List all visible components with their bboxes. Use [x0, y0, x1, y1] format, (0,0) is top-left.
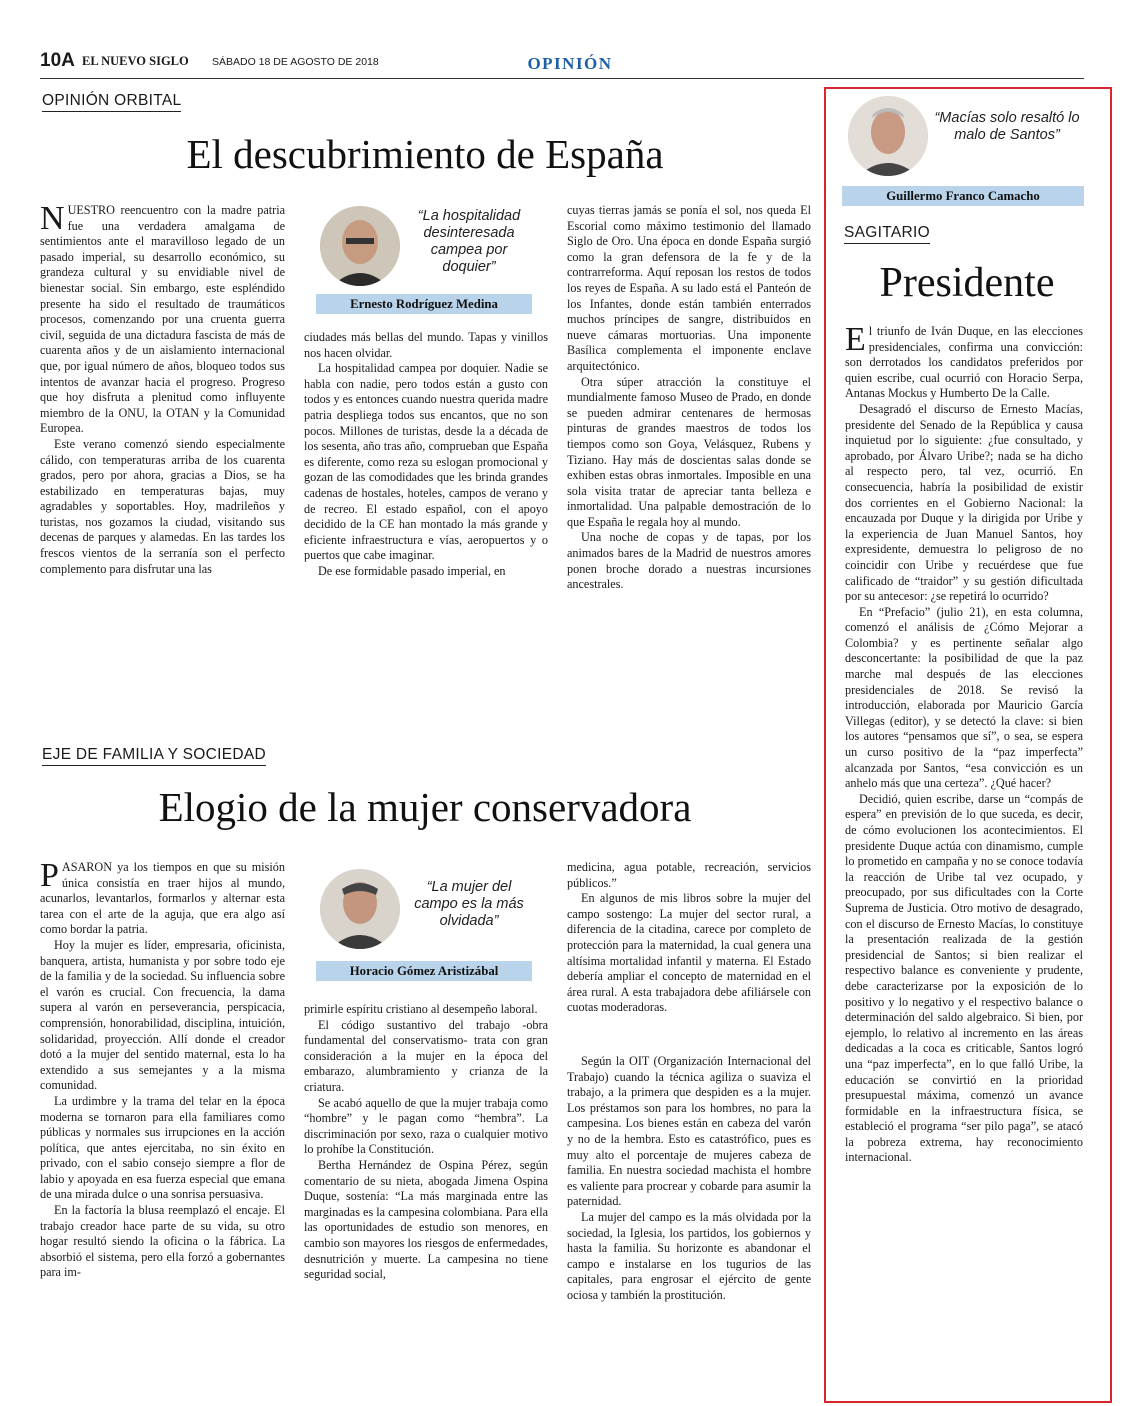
author-box	[842, 94, 1084, 208]
article1-column-2: ciudades más bellas del mundo. Tapas y vinillos nos hacen olvidar. La hospitalidad campea por doquier. Nadie se habla con nadie, pero todos están a gusto con todos y es entonces cuando nuestra querida madre patria despliega todos sus encantos, que no son pocos. Millones de turistas, desde la a década de los sesenta, año tras año, comprueban que España es diferente, como reza su eslogan promocional y gozan de las comodidades que les brinda grandes cadenas de hostales, hoteles, campos de verano y de recreo. El estado español, con el apoyo decidido de la CE han montado la más grande y eficiente infraestructura e vías, aeropuertos y o puertos que cabe imaginar. De ese formidable pasado imperial, en	[304, 330, 549, 578]
drop-cap: N	[40, 200, 65, 237]
drop-cap: P	[40, 857, 59, 894]
issue-date: SÁBADO 18 DE AGOSTO DE 2018	[212, 56, 379, 68]
page-header	[40, 50, 1084, 79]
article2-column-3b: Según la OIT (Organización Internacional del Trabajo) cuando la técnica agiliza o suaviza el trabajo, a la primera que despiden es a la mujer. Los préstamos son para los hombres, no para la campesina. Los bienes están en cabeza del varón y no de la hembra. Esto es catastrófico, pues es muy alto el porcentaje de mujeres cabeza de familia. En nuestra sociedad machista el hombre es valiente para procrear y cobarde para asumir la paternidad. La mujer del campo es la más olvidada por la sociedad, la Iglesia, los partidos, los gobiernos y hasta la familia. Su horizonte es abandonar el campo e instalarse en los tugurios de las capitales, para engrosar el ejército de gente ociosa y también la prostitución.	[567, 1054, 811, 1302]
article1-title: El descubrimiento de España	[186, 131, 664, 177]
author-name: Horacio Gómez Aristizábal	[316, 961, 532, 981]
article1-column-3: cuyas tierras jamás se ponía el sol, nos queda El Escorial como máximo testimonio del llamado Siglo de Oro. Una época en donde España surgió como la gran defensora de la fe y de la contrarreforma. Aquí reposan los restos de todos los reyes de España. A su lado está el Panteón de los Infantes, donde están también enterrados muchos príncipes de sangre, distribuidos en nueve cámaras mortuorias. Una imponente Basílica complementa el imponente enclave arquitectónico. Otra súper atracción la constituye el mundialmente famoso Museo de Prado, en donde se pueden admirar centenares de hermosas pinturas de grandes maestros de todos los tiempos como son Goya, Velásquez, Rubens y Tiziano. Hay más de doscientas salas donde se exhiben estas obras inmortales. Imposible en una sola visita tratar de apreciar tanta belleza e inmortalidad. Una palpable demostración de lo que España le regala hoy al mundo. Una noche de copas y de tapas, por los animados bares de la Madrid de nuestros amores ponen broche dorado a nuestras incursiones ancestrales.	[567, 203, 811, 592]
author-photo	[848, 96, 928, 176]
article1-column-1: NUESTRO reencuentro con la madre patria fue una verdadera amalgama de sentimientos ante el maravilloso legado de un pasado imperial, su desarrollo económico, su grandeza cultural y su envidiable nivel de bienestar social. Sin embargo, este espléndido presente ha sido el resultado de traumáticos procesos, comenzando por una cruenta guerra civil, seguida de una dictadura fascista de más de cuarenta años y de un aislamiento internacional que, por igual número de años, bloqueo todos sus intentos de avanzar hacia el progreso. Progreso que hoy disfruta a plenitud como influyente miembro de la ONU, la OTAN y la Comunidad Europea. Este verano comenzó siendo especialmente cálido, con temperaturas arriba de los cuarenta grados, pero por ahora, gracias a Dios, se ha estabilizado en temperaturas bajas, muy agradables y soportables. Hoy, madrileños y turistas, nos gozamos la ciudad, visitando sus decenas de parques y alamedas. En las tardes los frescos vientos de la serranía son el perfecto complemento para disfrutar una las	[40, 200, 285, 576]
author-photo	[320, 206, 400, 286]
article3-kicker: SAGITARIO	[844, 224, 930, 244]
article2-column-3a: medicina, agua potable, recreación, servicios públicos.” En algunos de mis libros sobre la mujer del campo sostengo: La mujer del sector rural, a diferencia de la citadina, carece por completo de protección para la maternidad, la cual genera una altísima mortalidad infantil y materna. El Estado debería ampliar el concepto de maternidad en el área rural. A esta trabajadora debe afiliársele con cuotas moderadoras.	[567, 860, 811, 1015]
article2-kicker: EJE DE FAMILIA Y SOCIEDAD	[42, 746, 266, 766]
article2-column-2: primirle espíritu cristiano al desempeño laboral. El código sustantivo del trabajo -obra fundamental del conservatismo- trata con gran consideración a la mujer en la época del embarazo, alumbramiento y crianza de la criatura. Se acabó aquello de que la mujer trabaja como “hombre” y le pagan como “hembra”. La discriminación por sexo, raza o cualquier motivo lo prohíbe la Constitución. Bertha Hernández de Ospina Pérez, según comentario de su nieta, abogada Jimena Ospina Duque, sostenía: “La más marginada entre las marginadas es la campesina colombiana. Para ella las oportunidades de estudio son menores, en cambio son mayores los riesgos de enfermedades, desnutrición y muerte. La campesina no tiene seguridad social,	[304, 1002, 548, 1282]
pull-quote: “Macías solo resaltó lo malo de Santos”	[934, 110, 1080, 143]
article3-body: El triunfo de Iván Duque, en las elecciones presidenciales, confirma una convicción: son derrotados los candidatos preferidos por quien escribe, cual ocurrió con Horacio Serpa, Antanas Mockus y Humberto De la Calle. Desagradó el discurso de Ernesto Macías, presidente del Senado de la República y causa inquietud por lo siguiente: ¿fue consultado, y aprobado, por Álvaro Uribe?; nada se ha dicho al respecto pero, tal vez, ocurrió. En consecuencia, habría la posibilidad de existir dos corrientes en el Gobierno Nacional: la encauzada por Duque y la dirigida por Uribe y la experiencia de Juan Manuel Santos, hoy expresidente, demuestra lo peligroso de no coincidir con Uribe y recuérdese que fue calificado de “traidor” y su gestión dificultada por su antecesor: ¿se repetirá lo ocurrido? En “Prefacio” (julio 21), en esta columna, comenzó el análisis de ¿Cómo Mejorar a Colombia? y es pertinente señalar algo desconcertante: la posibilidad de que la paz marche mal después de las elecciones presidenciales de 2018. Se revisó la introducción, elaborada por Mauricio García Villegas (editor), y se detectó la clave: si bien los autores “pensamos que sí”, o sea, se espera un curso positivo de la “paz imperfecta” alcanzada por Santos, “esa convicción es un anhelo más que una certeza”. ¿Qué hacer? Decidió, quien escribe, darse un “compás de espera” en previsión de lo que suceda, es decir, de cómo evolucionen los acontecimientos. El presidente Duque actúa con dinamismo, cumple lo prometido en campaña y no se conoce todavía la reacción de Uribe tal vez ocupado, y preocupado, por sus dificultades con la Corte Suprema de Justicia. Otro motivo de desagrado, con el discurso de Ernesto Macías, lo constituye la presentación realizada de la gestión presidencial de Santos; si bien realizar el respectivo balance es conveniente y prudente, debe caracterizarse por la exposición de lo positivo y lo negativo y el respectivo balance o determinación del saldo algebraico. Si bien, por ejemplo, lo relativo al incremento en las áreas dedicadas a la coca es criticable, Santos logró una “paz imperfecta”, en lo que falló Uribe, la educación se convirtió en la prioridad presupuestal máxima, comenzó un avance formidable en la infraestructura física, se estableció el programa “ser pilo paga”, se atacó la pobreza extrema, hay reconocimiento internacional.	[845, 321, 1083, 1165]
drop-cap: E	[845, 321, 866, 358]
page-number: 10A	[40, 50, 75, 71]
pull-quote: “La hospitalidad desinteresada campea por doquier”	[417, 208, 521, 275]
article1-kicker: OPINIÓN ORBITAL	[42, 92, 181, 112]
author-box	[316, 865, 532, 977]
article2-column-1: PASARON ya los tiempos en que su misión única consistía en traer hijos al mundo, acunarlos, levantarlos, formarlos y alternar esta tarea con el arte de la aguja, que era algo así como bordar la patria. Hoy la mujer es líder, empresaria, oficinista, banquera, artista, humanista y por sobre todo eje de la familia y de la sociedad. Su influencia sobre el varón es crucial. Con frecuencia, la dama supera al varón en perseverancia, perspicacia, comprensión, honorabilidad, disciplina, intuición, solidaridad, proyección. Allí donde el creador dotó a la mujer del sentido maternal, esta lo ha extendido a sus semejantes y a la misma comunidad. La urdimbre y la trama del telar en la época moderna se tornaron para ella familiares como públicas y normales sus irrupciones en la acción política, que antes ejercitaba, no sin éxito en privado, con el sabio consejo siempre a flor de labio y apoyada en esa fuerza especial que emana de una mirada dulce o una sonrisa persuasiva. En la factoría la blusa reemplazó el encaje. El trabajo creador hace parte de su vida, su otro hogar resultó siendo la oficina o la fábrica. La absorbió el sistema, pero ella forzó a gobernantes para im-	[40, 857, 285, 1280]
author-name: Ernesto Rodríguez Medina	[316, 294, 532, 314]
newspaper-name: EL NUEVO SIGLO	[82, 54, 189, 68]
article2-title: Elogio de la mujer conservadora	[158, 784, 692, 830]
article3-title: Presidente	[879, 260, 1055, 306]
section-title: OPINIÓN	[527, 54, 613, 73]
author-box	[316, 202, 532, 314]
author-photo	[320, 869, 400, 949]
author-name: Guillermo Franco Camacho	[842, 186, 1084, 206]
pull-quote: “La mujer del campo es la más olvidada”	[414, 879, 524, 929]
